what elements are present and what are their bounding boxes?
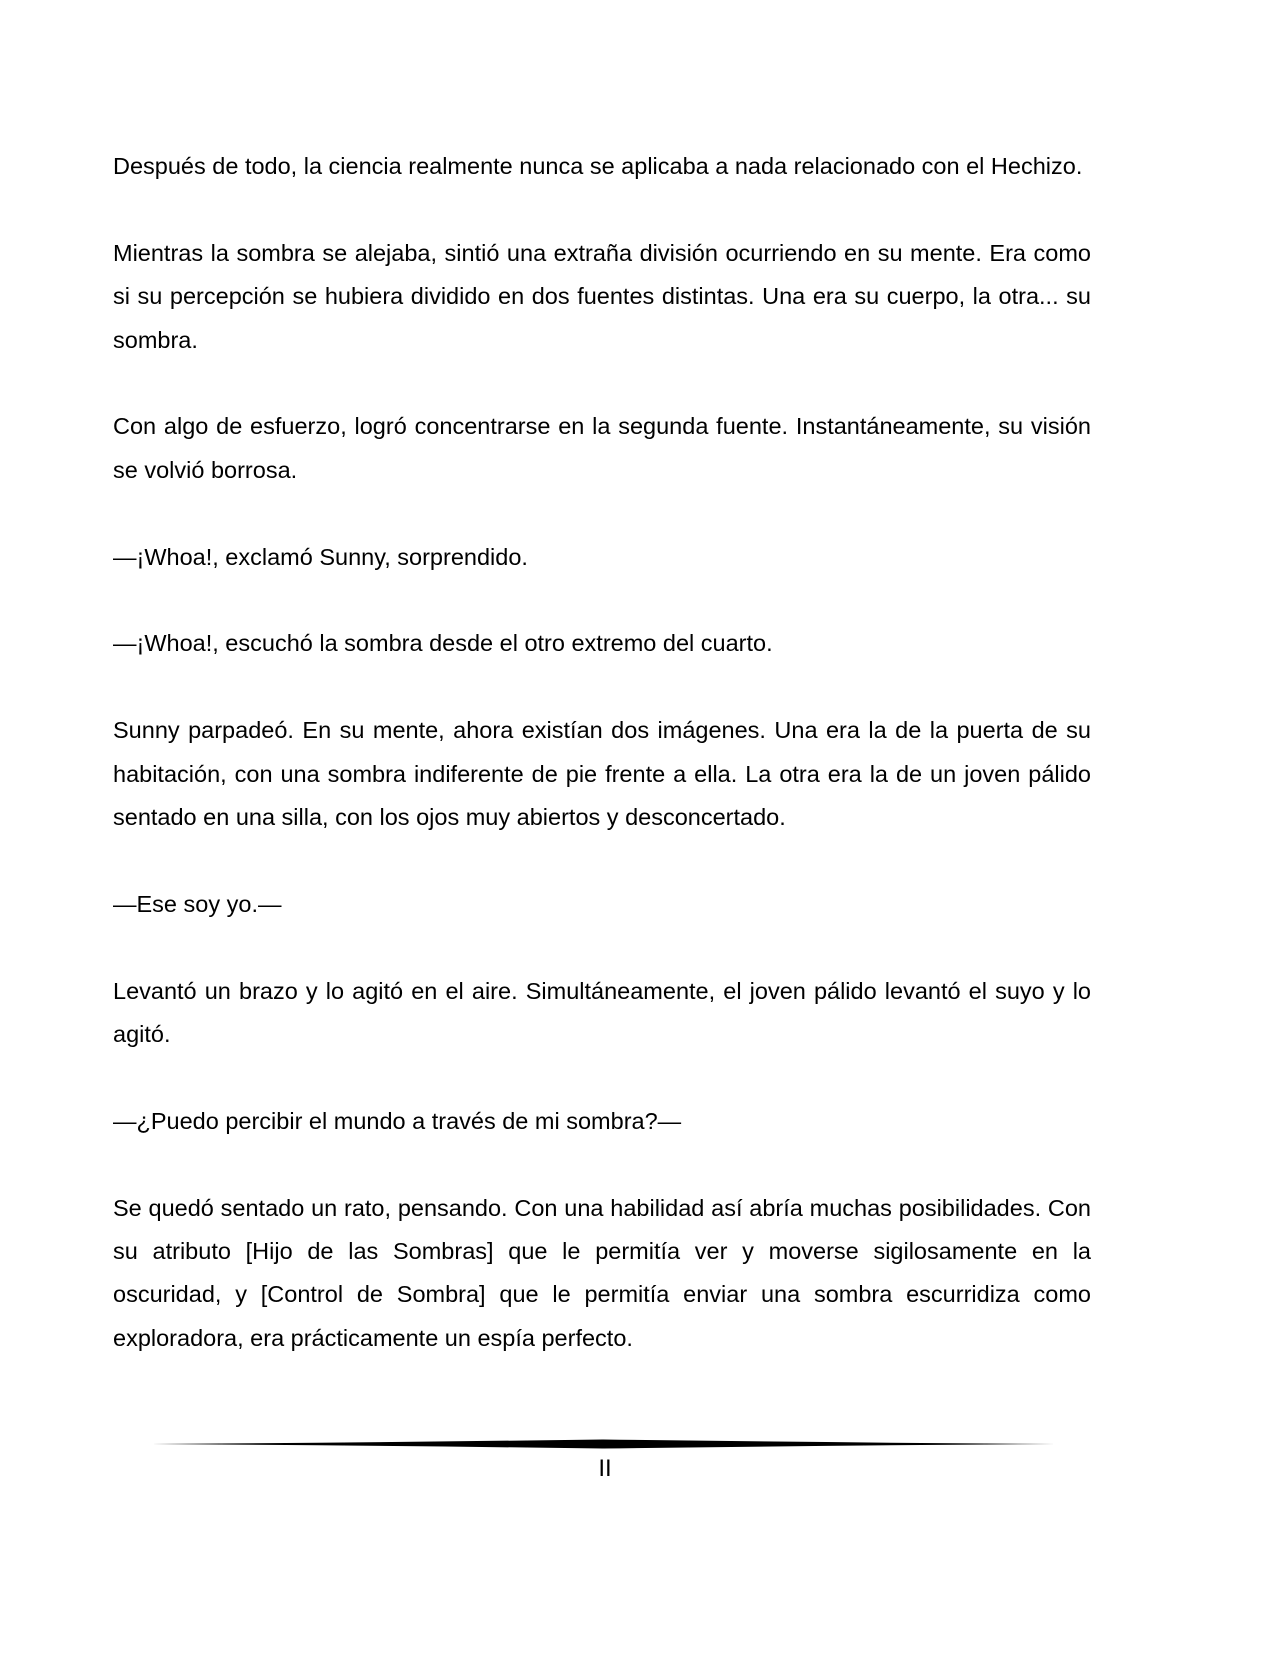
paragraph: Se quedó sentado un rato, pensando. Con una habilidad así abría muchas posibilidades. Con su atributo [Hijo de las Sombras] que le permitía ver y moverse sigilosamente en la oscuridad, y [Control de Sombra] que le permitía enviar una sombra escurridiza como exploradora, era prácticamente un espía perfecto.: [113, 1194, 1091, 1351]
paragraph: Levantó un brazo y lo agitó en el aire. Simultáneamente, el joven pálido levantó el suyo y lo agitó.: [113, 977, 1091, 1048]
paragraph: —¿Puedo percibir el mundo a través de mi sombra?—: [113, 1107, 682, 1134]
paragraph: Sunny parpadeó. En su mente, ahora existían dos imágenes. Una era la de la puerta de su habitación, con una sombra indiferente de pie frente a ella. La otra era la de un joven pálido sentado en una silla, con los ojos muy abiertos y desconcertado.: [113, 717, 1091, 831]
paragraph: Con algo de esfuerzo, logró concentrarse en la segunda fuente. Instantáneamente, su visión se volvió borrosa.: [113, 413, 1091, 483]
paragraph: —¡Whoa!, exclamó Sunny, sorprendido.: [113, 543, 528, 570]
paragraph: Después de todo, la ciencia realmente nunca se aplicaba a nada relacionado con el Hechizo.: [113, 153, 1083, 179]
page-number: II: [598, 1455, 612, 1482]
paragraph: —¡Whoa!, escuchó la sombra desde el otro extremo del cuarto.: [113, 630, 773, 657]
footer-divider: [152, 1436, 1055, 1452]
page-body: [113, 145, 1091, 1360]
paragraph: —Ese soy yo.—: [113, 890, 282, 917]
paragraph: Mientras la sombra se alejaba, sintió una extraña división ocurriendo en su mente. Era como si su percepción se hubiera dividido en dos fuentes distintas. Una era su cuerpo, la otra... su sombra.: [113, 239, 1091, 353]
